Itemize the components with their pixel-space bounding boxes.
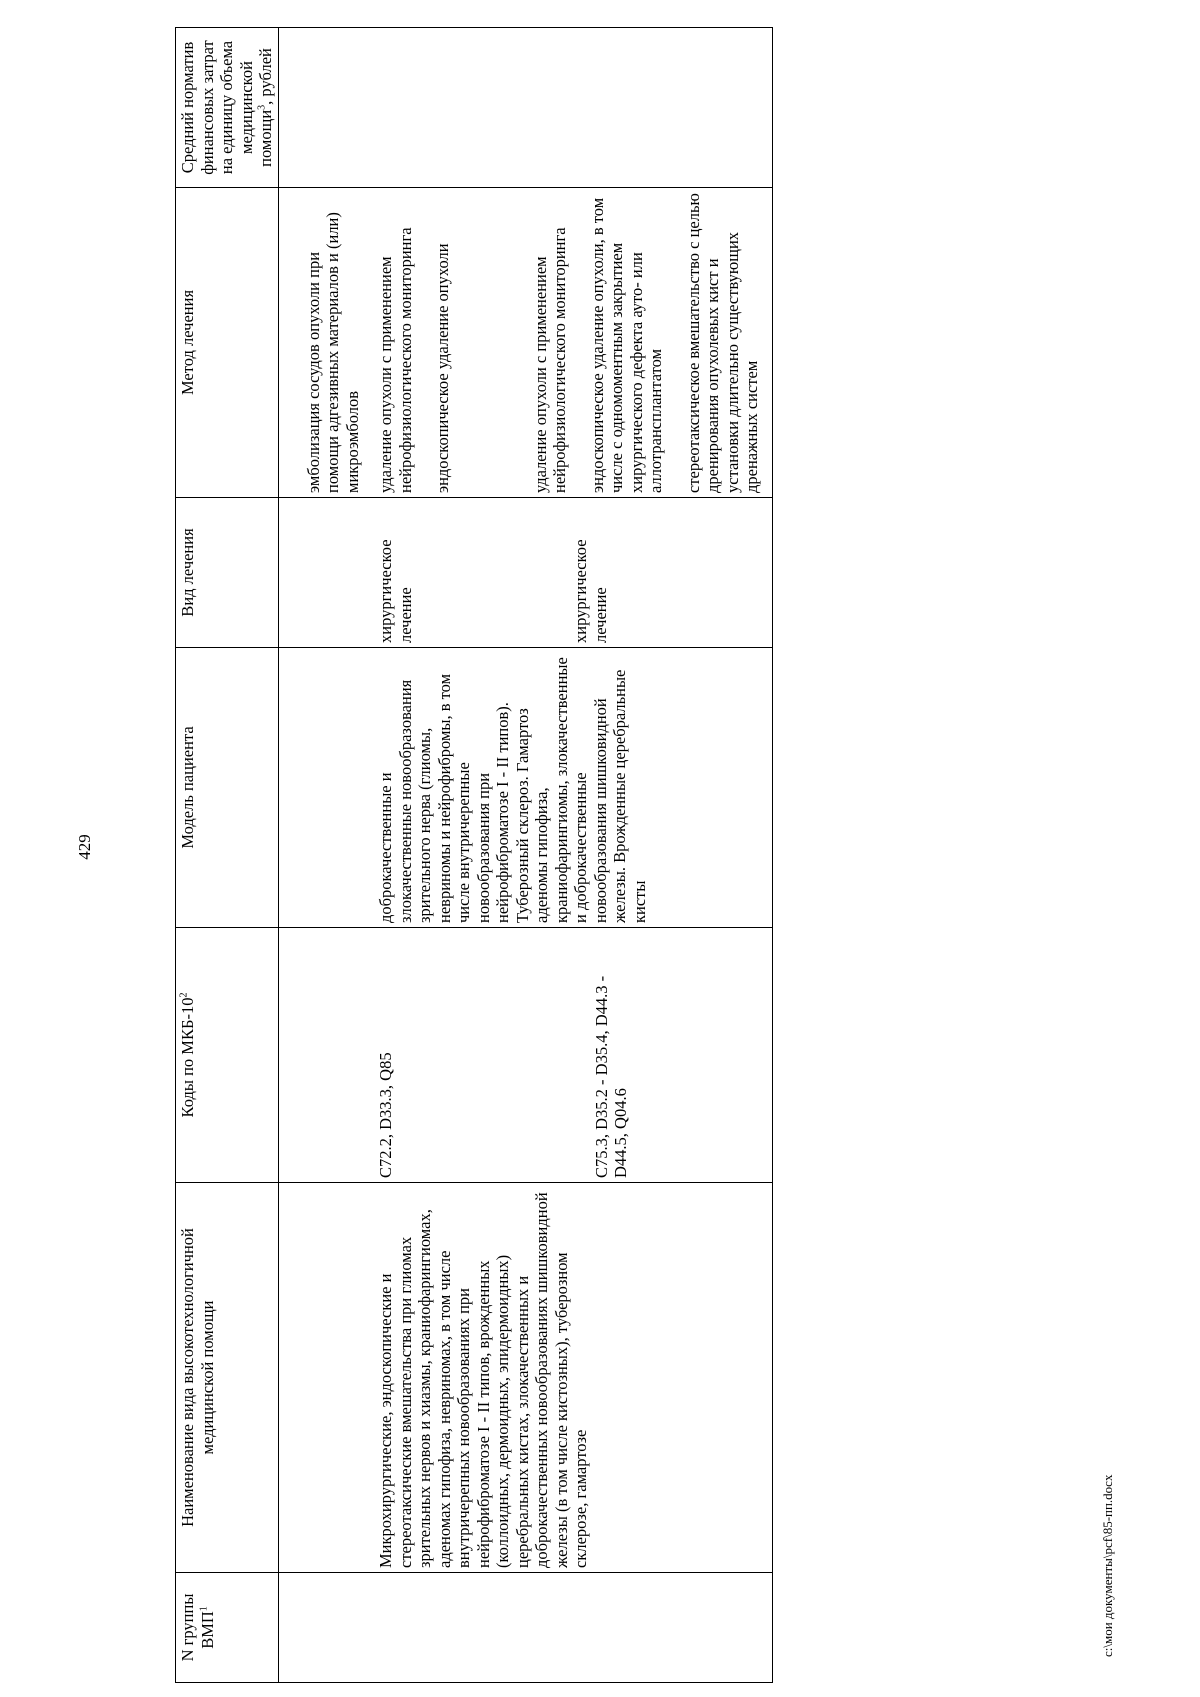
table-header-row	[176, 28, 279, 1683]
vmp-table	[175, 27, 773, 1683]
method-3c: стереотаксическое вмешательство с целью дренирования опухолевых кист и установки длительно существующих дренажных систем	[683, 193, 761, 493]
header-n-group: N группы ВМП$^1$	[176, 1573, 279, 1683]
kind-group-2: хирургическое лечение	[571, 539, 610, 643]
cell-kind	[278, 498, 364, 648]
header-method: Метод лечения	[176, 188, 279, 498]
cell-codes	[364, 928, 764, 1183]
table-row	[364, 28, 764, 1683]
cell-kind	[364, 498, 764, 648]
header-model: Модель пациента	[176, 648, 279, 928]
method-2a: удаление опухоли с применением нейрофизиологического мониторинга	[376, 227, 415, 493]
cell-codes	[278, 928, 364, 1183]
cell-cost	[364, 28, 764, 188]
model-group-1: доброкачественные и злокачественные новообразования зрительного нерва (глиомы, невриномы и нейрофибромы, в том числе внутричерепные новообразования при нейрофиброматозе I - II типов). Туберозный склероз. Гамартоз	[376, 673, 532, 923]
codes-group-1: C72.2, D33.3, Q85	[376, 1052, 395, 1178]
cell-method: эмболизация сосудов опухоли при помощи адгезивных материалов и (или) микроэмболов	[278, 188, 364, 498]
kind-group-1: хирургическое лечение	[376, 539, 415, 643]
model-group-2: аденомы гипофиза, краниофарингиомы, злокачественные и доброкачественные новообразования шишковидной железы. Врожденные церебральные кисты	[532, 657, 649, 923]
header-kind: Вид лечения	[176, 498, 279, 648]
method-3a: удаление опухоли с применением нейрофизиологического мониторинга	[530, 227, 569, 493]
footer-file-path: c:\мои документы\pcf\85-пп.docx	[1100, 1474, 1115, 1657]
header-codes: Коды по МКБ-$10^2$	[176, 928, 279, 1183]
method-3b: эндоскопическое удаление опухоли, в том числе с одномоментным закрытием хирургического дефекта ауто- или аллотрансплантатом	[587, 197, 665, 493]
cell-name: Микрохирургические, эндоскопические и стереотаксические вмешательства при глиомах зрительных нервов и хиазмы, краниофарингиомах, аденомах гипофиза, невриномах, в том числе внутричерепных новообразованиях при нейрофиброматозе I - II типов, врожденных (коллоидных, дермоидных, эпидермоидных) церебральных кистах, злокачественных и доброкачественных новообразованиях шишковидной железы (в том числе кистозных), туберозном склерозе, гамартозе	[364, 1183, 764, 1573]
cell-cost	[278, 28, 364, 188]
table-row	[278, 28, 364, 1683]
codes-group-2: C75.3, D35.2 - D35.4, D44.3 - D44.5, Q04.6	[591, 975, 630, 1178]
cell-name	[278, 1183, 364, 1573]
cell-n-group	[364, 1573, 764, 1683]
table-bottom-border	[764, 28, 773, 1683]
header-name: Наименование вида высокотехнологичной медицинской помощи	[176, 1183, 279, 1573]
cell-method	[364, 188, 764, 498]
method-2b: эндоскопическое удаление опухоли	[433, 243, 452, 493]
header-cost: Средний норматив финансовых затрат на единицу объема медицинской помощи$^3$, рублей	[176, 28, 279, 188]
cell-model	[364, 648, 764, 928]
cell-n-group	[278, 1573, 364, 1683]
page-number: 429	[75, 834, 94, 860]
cell-model	[278, 648, 364, 928]
